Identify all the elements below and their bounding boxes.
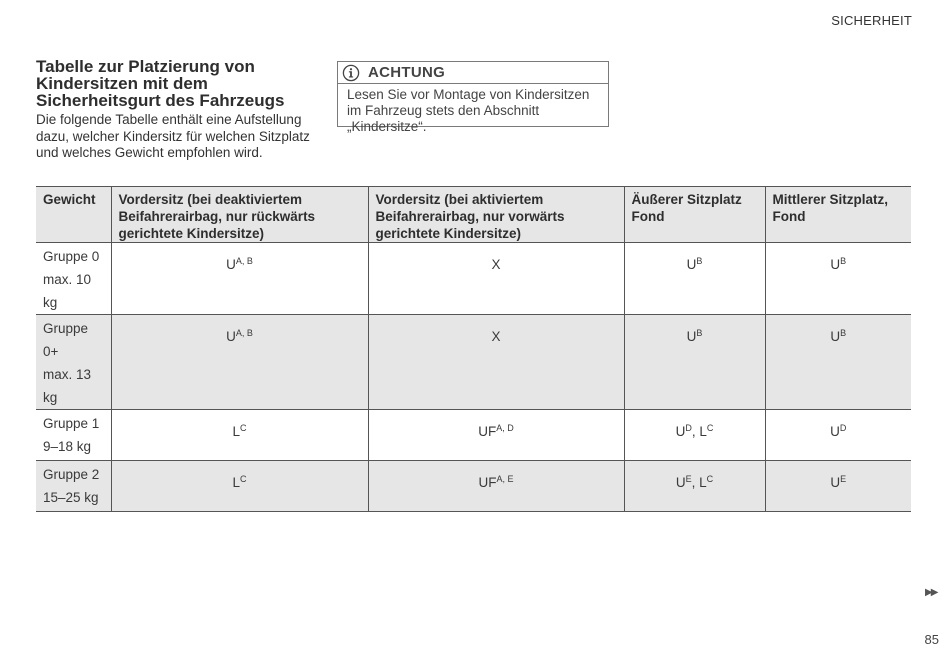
seat-code: L (232, 475, 240, 490)
footnote-ref: B (696, 256, 703, 266)
section-header: SICHERHEIT (831, 13, 912, 28)
seat-code: UF (478, 424, 497, 439)
warning-box (337, 61, 609, 134)
seat-value-cell (765, 410, 911, 461)
column-header: Gewicht (36, 187, 111, 243)
footnote-ref: B (696, 328, 703, 338)
seat-value-cell (624, 410, 765, 461)
seat-code: U (686, 257, 697, 272)
footnote-ref: C (706, 423, 714, 433)
seat-code: , L (691, 424, 707, 439)
seat-value-cell (368, 461, 624, 512)
footnote-ref: C (240, 474, 247, 484)
footnote-ref: E (685, 474, 692, 484)
seat-code: U (830, 475, 841, 490)
weight-cell (36, 315, 111, 410)
footnote-ref: B (840, 328, 847, 338)
seat-code: U (675, 475, 686, 490)
weight-label: max. 13 kg (43, 367, 92, 405)
seat-value-cell (624, 243, 765, 315)
seat-value-cell (368, 243, 624, 315)
seat-value-cell (765, 315, 911, 410)
weight-label: 15–25 kg (43, 490, 99, 505)
seat-value-cell (765, 243, 911, 315)
column-header: Vordersitz (bei aktiviertem Beifahrerairbag, nur vorwärts gerichtete Kindersitze) (368, 187, 624, 243)
seat-code: , L (691, 475, 707, 490)
column-header: Äußerer Sitzplatz Fond (624, 187, 765, 243)
seat-code: U (226, 257, 236, 272)
seat-code: L (232, 424, 240, 439)
warning-text: Lesen Sie vor Montage von Kindersitzen im Fahrzeug stets den Abschnitt „Kindersitze“. (347, 87, 590, 134)
table-body (36, 243, 911, 512)
weight-cell (36, 410, 111, 461)
table-header-row (36, 187, 911, 243)
footnote-ref: E (840, 474, 847, 484)
seat-code: U (675, 424, 686, 439)
child-seat-placement-table (36, 186, 911, 512)
table-row (36, 315, 911, 410)
footnote-ref: A, D (496, 423, 514, 433)
footnote-ref: A, E (496, 474, 514, 484)
seat-value-cell (111, 410, 368, 461)
seat-value-cell (765, 461, 911, 512)
table-row (36, 243, 911, 315)
warning-title: ACHTUNG (368, 64, 446, 81)
footnote-ref: C (706, 474, 714, 484)
seat-value-cell (111, 243, 368, 315)
fast-forward-icon[interactable]: ▶▶ (925, 587, 937, 598)
footnote-ref: A, B (235, 328, 253, 338)
seat-value-cell (368, 410, 624, 461)
footnote-ref: B (840, 256, 847, 266)
group-label: Gruppe 0+ (43, 321, 89, 359)
seat-value-cell (624, 461, 765, 512)
seat-value-cell (368, 315, 624, 410)
group-label: Gruppe 1 (43, 416, 100, 431)
column-header: Mittlerer Sitzplatz, Fond (765, 187, 911, 243)
weight-cell (36, 243, 111, 315)
page-number: 85 (924, 632, 939, 647)
seat-code: X (491, 329, 501, 344)
weight-label: max. 10 kg (43, 272, 92, 310)
page-title: Tabelle zur Platzierung von Kindersitzen mit dem Sicherheitsgurt des Fahrzeugs (36, 57, 285, 110)
info-circle-icon (342, 64, 360, 82)
seat-code: U (830, 424, 840, 439)
seat-code: U (830, 257, 841, 272)
footnote-ref: A, B (235, 256, 253, 266)
seat-value-cell (624, 315, 765, 410)
table-row (36, 461, 911, 512)
seat-code: U (830, 329, 841, 344)
group-label: Gruppe 0 (43, 249, 100, 264)
footnote-ref: C (240, 423, 247, 433)
warning-header (338, 62, 608, 84)
weight-label: 9–18 kg (43, 439, 92, 454)
table-row (36, 410, 911, 461)
footnote-ref: D (839, 423, 847, 433)
column-header: Vordersitz (bei deaktiviertem Beifahrerairbag, nur rückwärts gerichtete Kindersitze) (111, 187, 368, 243)
seat-code: X (491, 257, 501, 272)
intro-paragraph: Die folgende Tabelle enthält eine Aufstellung dazu, welcher Kindersitz für welchen Sitzplatz und welches Gewicht empfohlen wird. (36, 112, 310, 160)
group-label: Gruppe 2 (43, 467, 100, 482)
seat-code: U (686, 329, 697, 344)
footnote-ref: D (685, 423, 692, 433)
seat-code: UF (478, 475, 497, 490)
weight-cell (36, 461, 111, 512)
seat-value-cell (111, 315, 368, 410)
seat-code: U (226, 329, 236, 344)
seat-value-cell (111, 461, 368, 512)
